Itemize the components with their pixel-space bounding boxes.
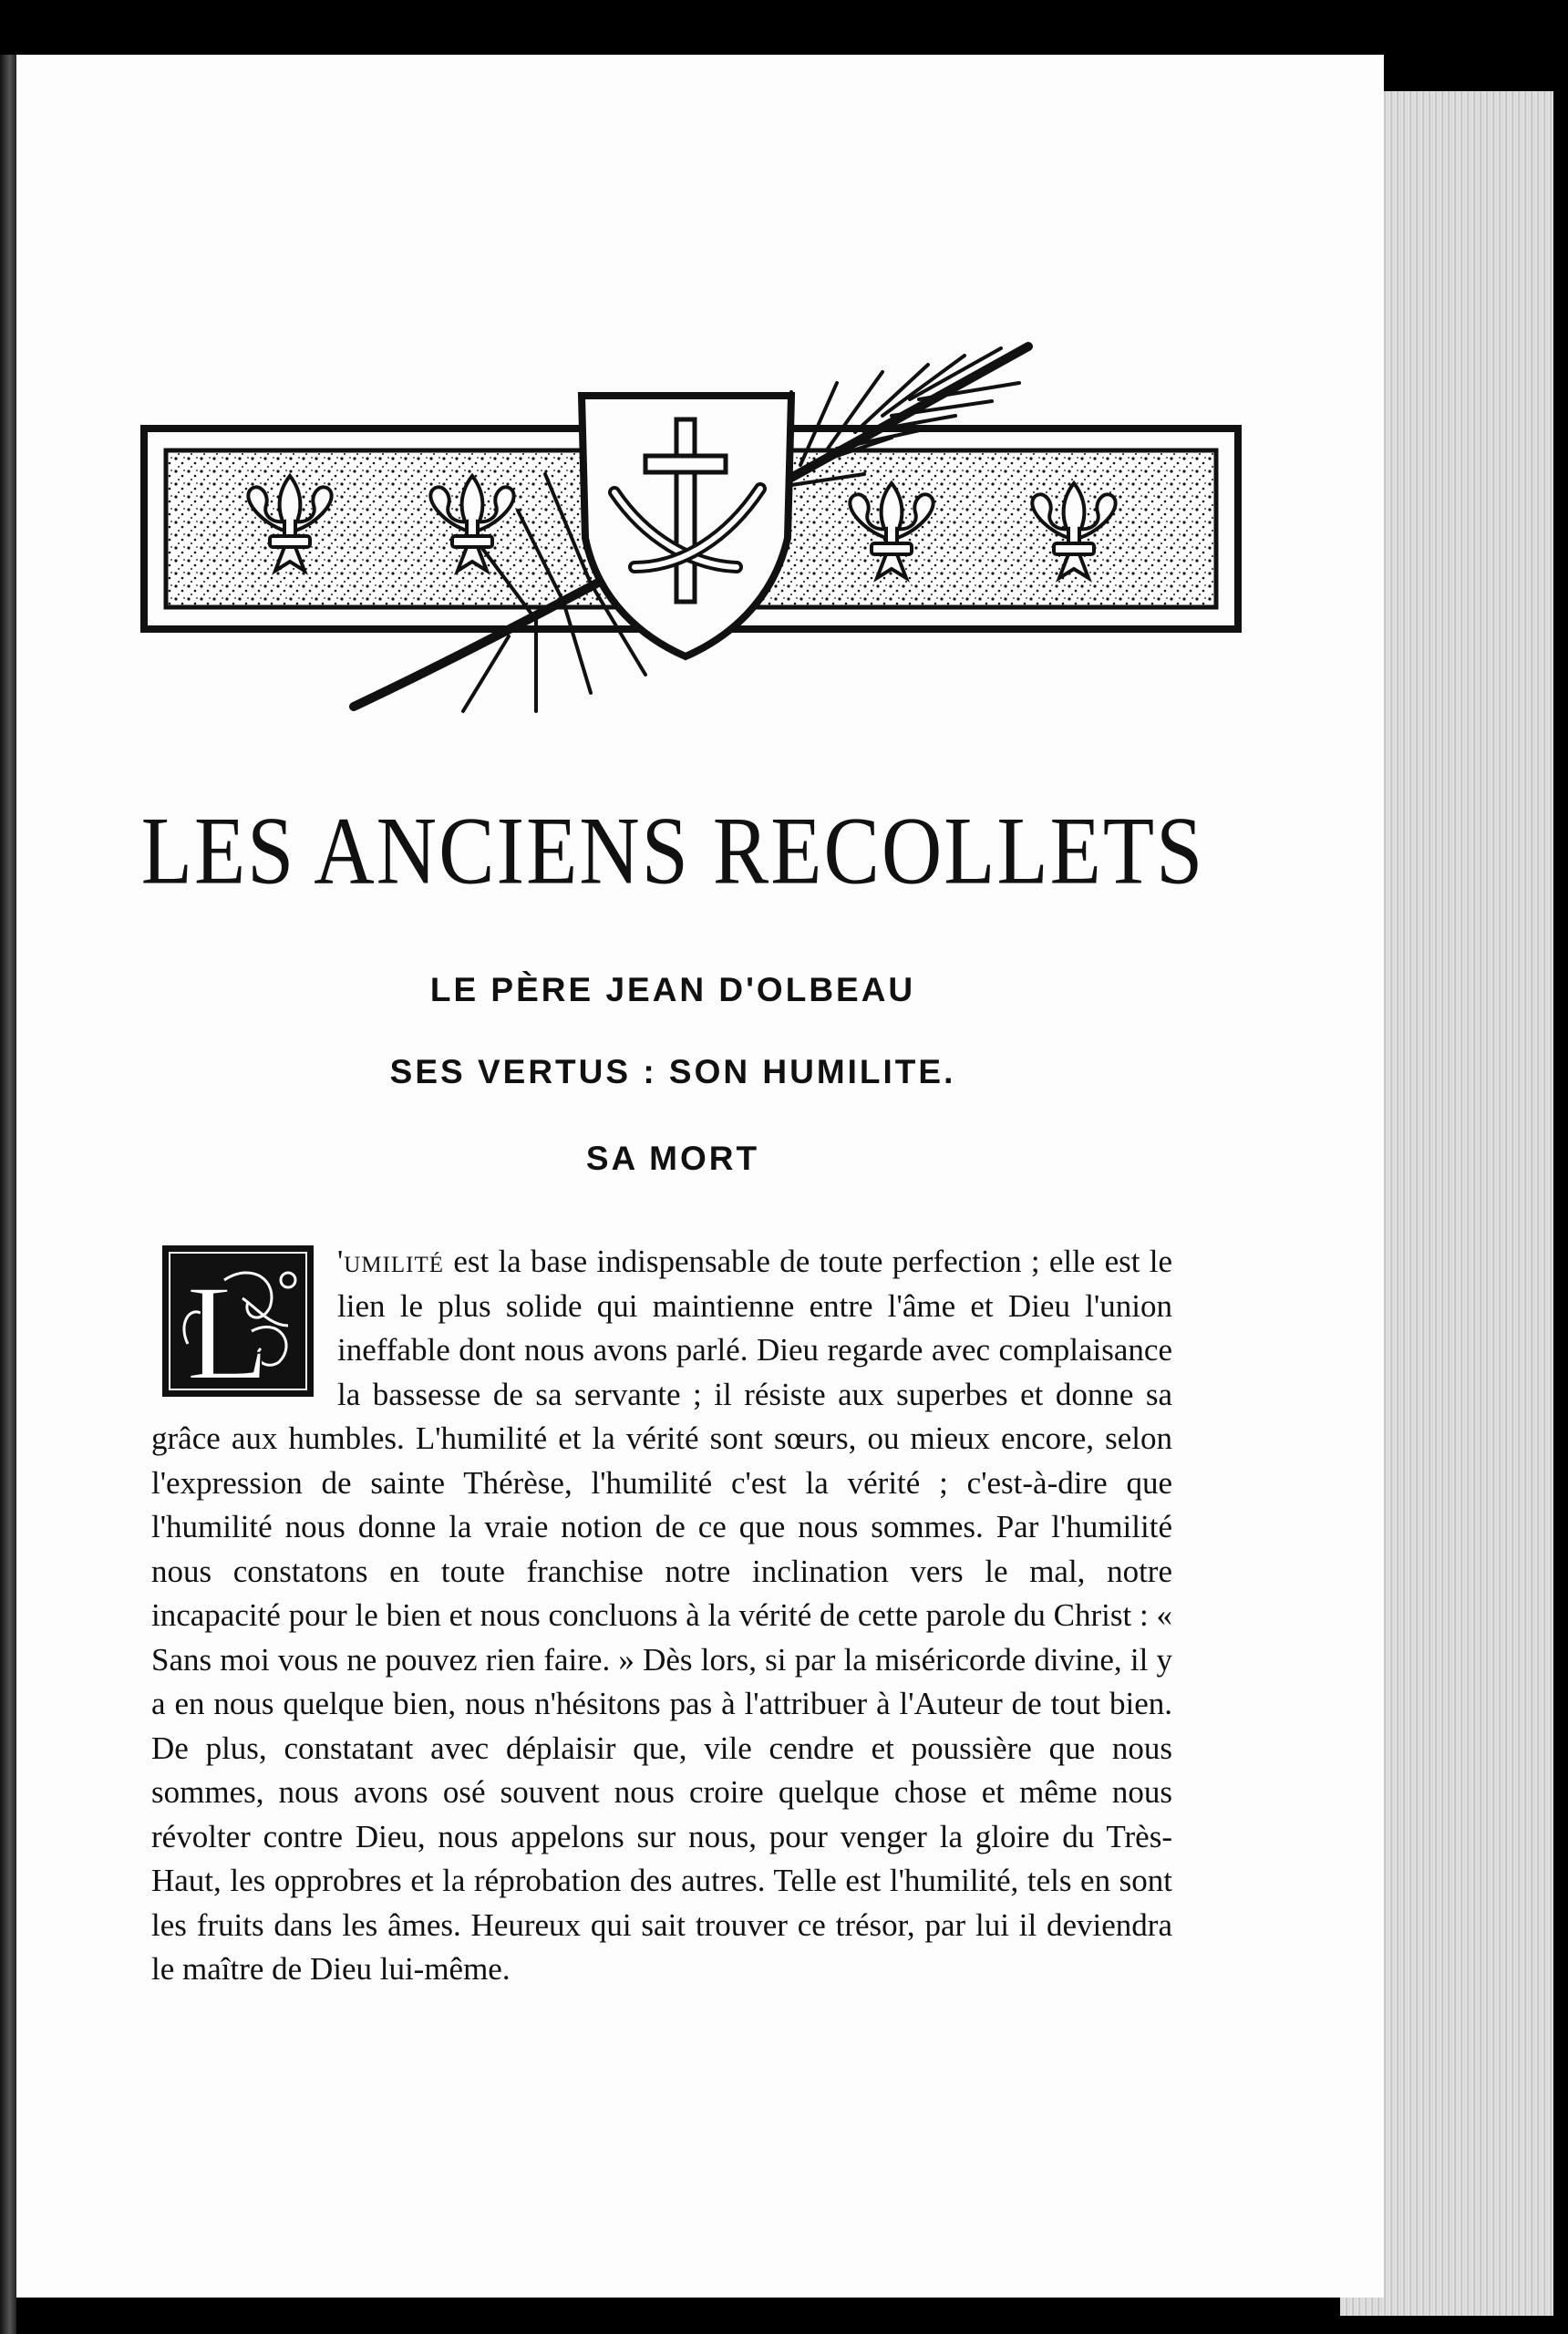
lead-word: 'umilité <box>337 1244 445 1279</box>
page-title: LES ANCIENS RECOLLETS <box>140 797 1205 904</box>
book-binding <box>0 55 16 2334</box>
subtitle-line-3: SA MORT <box>585 1140 760 1177</box>
paragraph-text: est la base indispensable de toute perfection ; elle est le lien le plus solide qui maintienne entre l'âme et Dieu l'union ineffable dont nous avons parlé. Dieu regarde avec complaisance la bassesse de sa servante ; il résiste aux superbes et donne sa grâce aux humbles. L'humilité et la vérité sont sœurs, ou mieux encore, selon l'expression de sainte Thérèse, l'humilité c'est la vérité ; c'est-à-dire que l'humilité nous donne la vraie notion de ce que nous sommes. Par l'humilité nous constatons en toute franchise notre inclination vers le mal, notre incapacité pour le bien et nous concluons à la vérité de cette parole du Christ : « Sans moi vous ne pouvez rien faire. » Dès lors, si par la miséricorde divine, il y a en nous quelque bien, nous n'hésitons pas à l'attribuer à l'Auteur de tout bien. De plus, constatant avec déplaisir que, vile cendre et poussière que nous sommes, nous avons osé souvent nous croire quelque chose et même nous révolter contre Dieu, nous appelons sur nous, pour venger la gloire du Très-Haut, les opprobres et la réprobation des autres. Telle est l'humilité, tels en sont les fruits dans les âmes. Heureux qui sait trouver ce trésor, par lui il deviendra le maître de Dieu lui-même. <box>151 1244 1172 1987</box>
subtitle-line-1: LE PÈRE JEAN D'OLBEAU <box>429 971 916 1008</box>
drop-cap-ornament <box>160 1244 315 1399</box>
headpiece-ornament <box>135 328 1247 729</box>
drop-cap-letter: L <box>186 1257 270 1399</box>
subtitle-line-2: SES VERTUS : SON HUMILITE. <box>389 1053 956 1090</box>
body-paragraph <box>151 1240 1172 1992</box>
book-page <box>16 55 1384 2298</box>
